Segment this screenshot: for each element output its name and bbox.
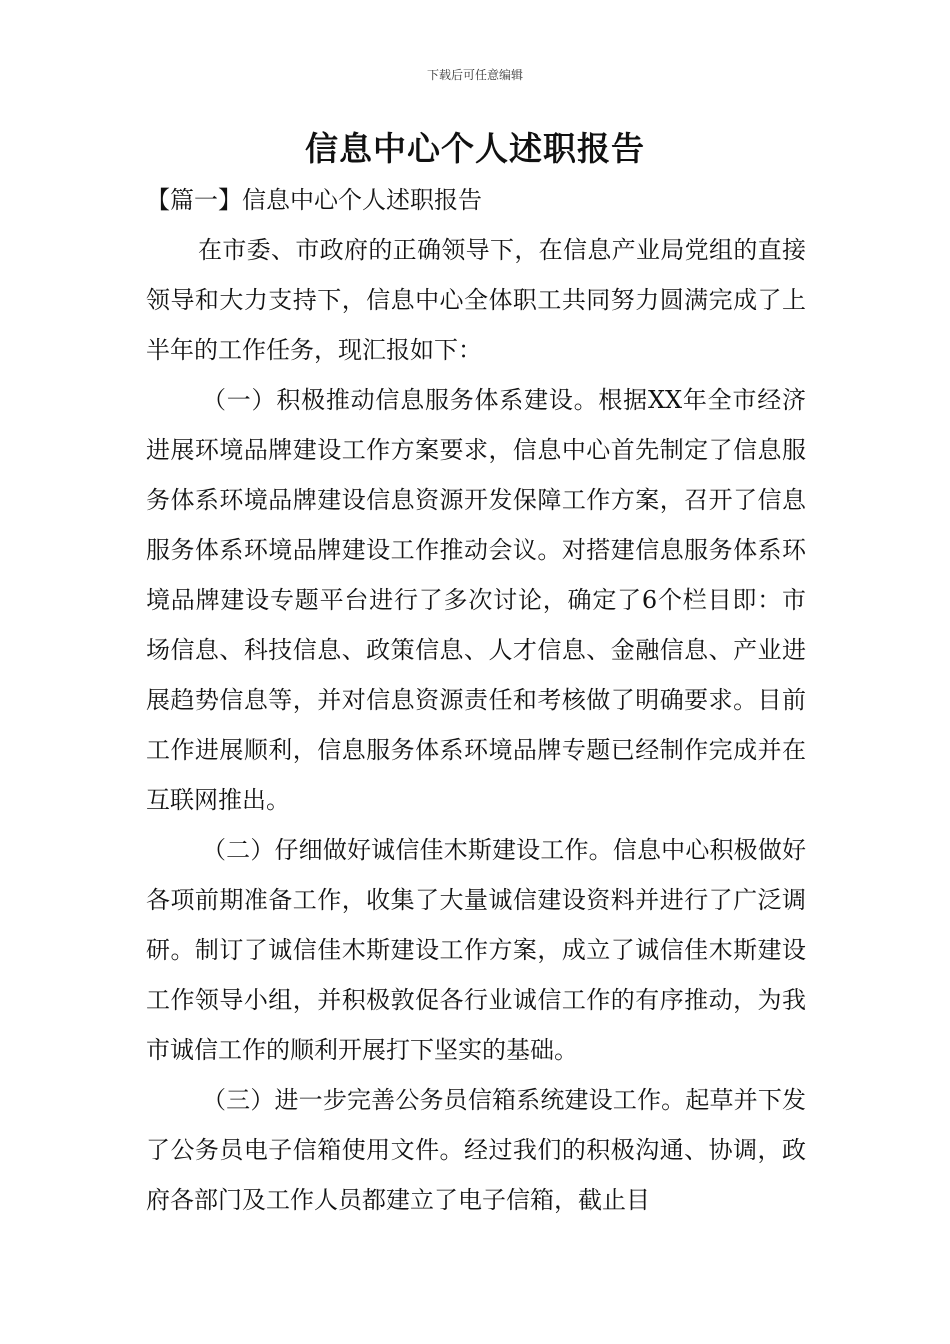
paragraph-item-1: （一）积极推动信息服务体系建设。根据XX年全市经济进展环境品牌建设工作方案要求，信息中心首先制定了信息服务体系环境品牌建设信息资源开发保障工作方案，召开了信息服务体系环境品牌建设工作推动会议。对搭建信息服务体系环境品牌建设专题平台进行了多次讨论，确定了6个栏目即：市场信息、科技信息、政策信息、人才信息、金融信息、产业进展趋势信息等，并对信息资源责任和考核做了明确要求。目前工作进展顺利，信息服务体系环境品牌专题已经制作完成并在互联网推出。 xyxy=(146,386,806,814)
document-body xyxy=(146,175,806,1225)
intro-paragraph: 在市委、市政府的正确领导下，在信息产业局党组的直接领导和大力支持下，信息中心全体职工共同努力圆满完成了上半年的工作任务，现汇报如下： xyxy=(146,236,806,364)
header-note: 下载后可任意编辑 xyxy=(426,68,523,82)
section-heading: 【篇一】信息中心个人述职报告 xyxy=(146,186,482,214)
paragraph-item-3: （三）进一步完善公务员信箱系统建设工作。起草并下发了公务员电子信箱使用文件。经过我们的积极沟通、协调，政府各部门及工作人员都建立了电子信箱，截止目 xyxy=(146,1086,806,1214)
document-title: 信息中心个人述职报告 xyxy=(305,129,645,168)
paragraph-item-2: （二）仔细做好诚信佳木斯建设工作。信息中心积极做好各项前期准备工作，收集了大量诚信建设资料并进行了广泛调研。制订了诚信佳木斯建设工作方案，成立了诚信佳木斯建设工作领导小组，并积极敦促各行业诚信工作的有序推动，为我市诚信工作的顺利开展打下坚实的基础。 xyxy=(146,836,806,1064)
